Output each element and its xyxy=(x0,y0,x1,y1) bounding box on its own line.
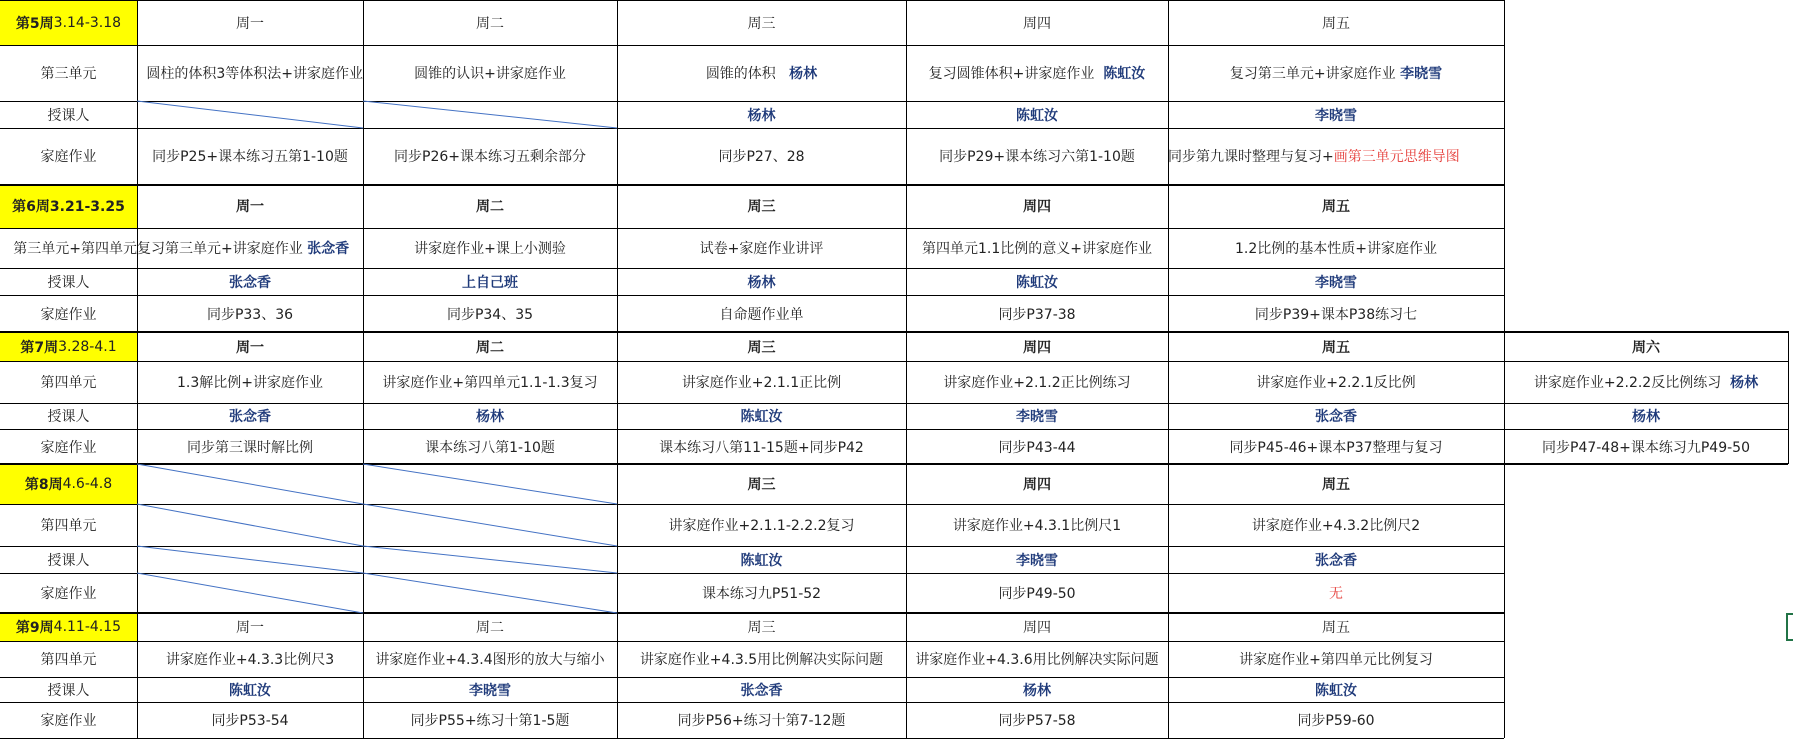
lesson-cell[interactable]: 讲家庭作业+2.1.1正比例 xyxy=(681,375,842,391)
homework-cell[interactable] xyxy=(137,573,363,613)
day-header[interactable]: 周三 xyxy=(747,339,776,356)
week-number: 第6周3.21-3.25 xyxy=(12,199,125,215)
week-number: 第9周 xyxy=(15,620,54,636)
day-header[interactable]: 周一 xyxy=(236,199,264,215)
week-label[interactable] xyxy=(0,0,137,45)
homework-cell[interactable]: 同步P43-44 xyxy=(998,439,1076,456)
lesson-cell[interactable]: 复习圆锥体积+讲家庭作业 陈虹汝 xyxy=(928,66,1146,82)
lesson-cell[interactable]: 讲家庭作业+4.3.3比例尺3 xyxy=(165,652,335,668)
grid-line xyxy=(0,702,1504,703)
homework-cell[interactable]: 同步P55+练习十第1-5题 xyxy=(410,713,570,729)
lesson-cell[interactable]: 圆锥的体积 杨林 xyxy=(705,66,818,82)
day-header[interactable]: 周二 xyxy=(476,339,504,356)
day-header[interactable]: 周五 xyxy=(1322,620,1350,636)
homework-cell[interactable]: 同步P47-48+课本练习九P49-50 xyxy=(1542,439,1750,456)
week-number: 第5周 xyxy=(15,15,54,32)
teacher-cell[interactable]: 陈虹汝 xyxy=(1016,107,1058,124)
lesson-cell[interactable]: 讲家庭作业+2.1.2正比例练习 xyxy=(943,375,1131,391)
grid-line xyxy=(0,45,1504,46)
grid-line xyxy=(0,101,1504,102)
lesson-cell[interactable]: 讲家庭作业+4.3.1比例尺1 xyxy=(952,518,1122,534)
homework-cell[interactable] xyxy=(363,573,617,613)
homework-cell[interactable]: 同步P25+课本练习五第1-10题 xyxy=(152,149,348,165)
teacher-cell[interactable]: 陈虹汝 xyxy=(740,552,783,569)
lesson-cell[interactable]: 讲家庭作业+4.3.6用比例解决实际问题 xyxy=(915,652,1159,668)
grid-line xyxy=(1504,0,1505,738)
teacher-cell[interactable]: 张念香 xyxy=(229,409,271,425)
grid-line xyxy=(363,0,364,738)
homework-label[interactable]: 家庭作业 xyxy=(40,713,97,729)
day-header[interactable]: 周四 xyxy=(1023,620,1051,636)
grid-line xyxy=(0,504,1504,505)
week-label[interactable] xyxy=(0,184,137,228)
grid-line xyxy=(0,361,1788,362)
homework-cell[interactable]: 同步P37-38 xyxy=(998,306,1076,323)
teacher-cell[interactable]: 张念香 xyxy=(1315,552,1357,569)
lesson-cell[interactable]: 讲家庭作业+4.3.5用比例解决实际问题 xyxy=(639,652,884,668)
homework-cell[interactable]: 同步P57-58 xyxy=(998,713,1076,729)
homework-label[interactable]: 家庭作业 xyxy=(40,439,97,456)
teacher-cell[interactable]: 陈虹汝 xyxy=(1315,682,1357,699)
grid-line xyxy=(0,128,1504,129)
day-header[interactable] xyxy=(363,464,617,504)
homework-cell[interactable]: 同步第三课时解比例 xyxy=(187,439,313,456)
homework-cell[interactable]: 同步第九课时整理与复习+ 画第三单元思维导图 xyxy=(1168,149,1460,165)
homework-cell[interactable]: 同步P56+练习十第7-12题 xyxy=(677,713,846,729)
homework-cell[interactable]: 同步P53-54 xyxy=(211,713,289,729)
day-header[interactable]: 周四 xyxy=(1023,199,1051,215)
grid-line xyxy=(0,331,1788,333)
homework-cell[interactable]: 同步P29+课本练习六第1-10题 xyxy=(939,149,1135,165)
teacher-cell[interactable]: 杨林 xyxy=(747,107,776,124)
day-header[interactable]: 周一 xyxy=(236,15,264,32)
lesson-cell[interactable]: 复习第三单元+讲家庭作业 李晓雪 xyxy=(1229,66,1443,82)
teacher-cell[interactable]: 李晓雪 xyxy=(1315,107,1357,124)
lesson-cell[interactable]: 讲家庭作业+第四单元比例复习 xyxy=(1239,652,1433,668)
grid-line xyxy=(0,184,1504,186)
teacher-cell[interactable]: 陈虹汝 xyxy=(229,682,271,699)
teacher-cell[interactable] xyxy=(137,101,363,128)
unit-label[interactable]: 第三单元+第四单元 xyxy=(13,241,137,257)
lesson-cell[interactable]: 圆锥的认识+讲家庭作业 xyxy=(414,66,566,82)
lesson-cell[interactable]: 圆柱的体积3等体积法+讲家庭作业 xyxy=(146,66,363,82)
lesson-cell[interactable]: 讲家庭作业+第四单元1.1-1.3复习 xyxy=(382,375,598,391)
day-header[interactable]: 周二 xyxy=(476,199,504,215)
grid-line xyxy=(617,0,618,738)
lesson-cell[interactable]: 第四单元1.1比例的意义+讲家庭作业 xyxy=(922,241,1152,257)
unit-label[interactable]: 第三单元 xyxy=(40,66,97,82)
grid-line xyxy=(0,677,1504,678)
active-cell-indicator[interactable] xyxy=(1786,613,1793,641)
day-header[interactable]: 周五 xyxy=(1322,15,1350,32)
grid-line xyxy=(0,403,1788,404)
day-header[interactable]: 周三 xyxy=(747,620,776,636)
week-label[interactable] xyxy=(0,464,137,504)
grid-line xyxy=(0,463,1788,465)
grid-line xyxy=(0,295,1504,296)
week-number: 第7周 xyxy=(20,339,59,356)
day-header[interactable]: 周三 xyxy=(747,199,776,215)
lesson-cell[interactable]: 讲家庭作业+2.2.1反比例 xyxy=(1256,375,1416,391)
teacher-cell[interactable]: 张念香 xyxy=(229,274,271,291)
lesson-cell[interactable]: 讲家庭作业+4.3.4图形的放大与缩小 xyxy=(375,652,605,668)
homework-cell[interactable]: 同步P49-50 xyxy=(998,586,1076,602)
week-dates: 3.28-4.1 xyxy=(58,338,117,355)
grid-line xyxy=(137,0,138,738)
unit-label[interactable]: 第四单元 xyxy=(40,518,97,534)
homework-cell[interactable]: 无 xyxy=(1329,586,1343,602)
day-header[interactable]: 周四 xyxy=(1023,15,1051,32)
homework-cell[interactable]: 课本练习八第11-15题+同步P42 xyxy=(659,439,864,456)
day-header[interactable] xyxy=(137,464,363,504)
lesson-cell[interactable] xyxy=(363,504,617,546)
teacher-cell[interactable]: 李晓雪 xyxy=(1315,274,1357,291)
grid-line xyxy=(0,228,1504,229)
teacher-label[interactable]: 授课人 xyxy=(47,682,90,699)
grid-line xyxy=(1168,0,1169,738)
teacher-cell[interactable]: 杨林 xyxy=(476,409,504,425)
lesson-cell[interactable]: 1.2比例的基本性质+讲家庭作业 xyxy=(1235,241,1437,257)
day-header[interactable]: 周一 xyxy=(236,339,264,356)
grid-line xyxy=(0,573,1504,574)
homework-cell[interactable]: 自命题作业单 xyxy=(719,306,804,323)
week-label[interactable] xyxy=(0,332,137,361)
homework-cell[interactable]: 同步P33、36 xyxy=(206,306,294,323)
grid-line xyxy=(0,546,1504,547)
homework-cell[interactable]: 同步P59-60 xyxy=(1297,713,1375,729)
teacher-label[interactable]: 授课人 xyxy=(47,409,90,425)
homework-label[interactable]: 家庭作业 xyxy=(40,149,97,165)
unit-label[interactable]: 第四单元 xyxy=(40,375,97,391)
week-dates: 4.11-4.15 xyxy=(53,619,122,635)
lesson-cell[interactable]: 讲家庭作业+课上小测验 xyxy=(414,241,566,257)
lesson-cell[interactable]: 1.3解比例+讲家庭作业 xyxy=(177,375,323,391)
day-header[interactable]: 周五 xyxy=(1322,477,1350,493)
lesson-cell[interactable]: 试卷+家庭作业讲评 xyxy=(699,241,824,257)
grid-line xyxy=(1788,331,1789,464)
teacher-label[interactable]: 授课人 xyxy=(47,552,90,569)
day-header[interactable]: 周二 xyxy=(476,620,504,636)
day-header[interactable]: 周四 xyxy=(1023,477,1051,493)
day-header[interactable]: 周二 xyxy=(476,15,504,32)
teacher-cell[interactable]: 李晓雪 xyxy=(469,682,511,699)
homework-cell[interactable]: 同步P26+课本练习五剩余部分 xyxy=(394,149,586,165)
day-header[interactable]: 周五 xyxy=(1322,339,1350,356)
lesson-cell[interactable]: 讲家庭作业+2.1.1-2.2.2复习 xyxy=(668,518,855,534)
grid-line xyxy=(0,0,1504,1)
day-header[interactable]: 周六 xyxy=(1632,339,1660,356)
day-header[interactable]: 周四 xyxy=(1023,339,1051,356)
grid-line xyxy=(0,268,1504,269)
homework-cell[interactable]: 课本练习八第1-10题 xyxy=(425,439,555,456)
day-header[interactable]: 周三 xyxy=(747,477,776,493)
teacher-cell[interactable] xyxy=(137,546,363,573)
teacher-cell[interactable]: 上自己班 xyxy=(462,274,518,291)
grid-line xyxy=(906,0,907,738)
homework-cell[interactable]: 同步P34、35 xyxy=(446,306,534,323)
lesson-cell[interactable]: 复习第三单元+讲家庭作业 张念香 xyxy=(137,241,350,257)
homework-label[interactable]: 家庭作业 xyxy=(40,586,97,602)
lesson-cell[interactable]: 讲家庭作业+2.2.2反比例练习 杨林 xyxy=(1533,375,1759,391)
homework-cell[interactable]: 课本练习九P51-52 xyxy=(701,586,822,602)
day-header[interactable]: 周一 xyxy=(236,620,264,636)
day-header[interactable]: 周三 xyxy=(747,15,776,32)
teacher-cell[interactable]: 杨林 xyxy=(1632,409,1660,425)
teacher-cell[interactable]: 杨林 xyxy=(1023,682,1051,699)
unit-label[interactable]: 第四单元 xyxy=(40,652,97,668)
homework-cell[interactable]: 同步P39+课本P38练习七 xyxy=(1254,306,1418,323)
teacher-cell[interactable]: 张念香 xyxy=(740,682,783,699)
teacher-label[interactable]: 授课人 xyxy=(47,274,90,291)
teacher-cell[interactable]: 杨林 xyxy=(747,274,776,291)
teacher-cell[interactable]: 陈虹汝 xyxy=(1016,274,1058,291)
teacher-cell[interactable]: 李晓雪 xyxy=(1016,409,1058,425)
week-label[interactable] xyxy=(0,613,137,641)
homework-cell[interactable]: 同步P45-46+课本P37整理与复习 xyxy=(1229,439,1443,456)
grid-line xyxy=(0,738,1504,739)
grid-line xyxy=(0,429,1788,430)
lesson-cell[interactable]: 讲家庭作业+4.3.2比例尺2 xyxy=(1251,518,1421,534)
teacher-cell[interactable]: 陈虹汝 xyxy=(740,409,783,425)
teacher-cell[interactable] xyxy=(363,546,617,573)
day-header[interactable]: 周五 xyxy=(1322,199,1350,215)
teacher-cell[interactable] xyxy=(363,101,617,128)
week-dates: 3.14-3.18 xyxy=(53,14,122,31)
grid-line xyxy=(0,641,1504,642)
teacher-cell[interactable]: 张念香 xyxy=(1315,409,1357,425)
homework-cell[interactable]: 同步P27、28 xyxy=(718,149,805,165)
homework-label[interactable]: 家庭作业 xyxy=(40,306,97,323)
week-number: 第8周 xyxy=(24,477,63,493)
teacher-label[interactable]: 授课人 xyxy=(47,107,90,124)
teacher-cell[interactable]: 李晓雪 xyxy=(1016,552,1058,569)
grid-line xyxy=(0,612,1504,614)
week-dates: 4.6-4.8 xyxy=(62,476,113,492)
lesson-cell[interactable] xyxy=(137,504,363,546)
